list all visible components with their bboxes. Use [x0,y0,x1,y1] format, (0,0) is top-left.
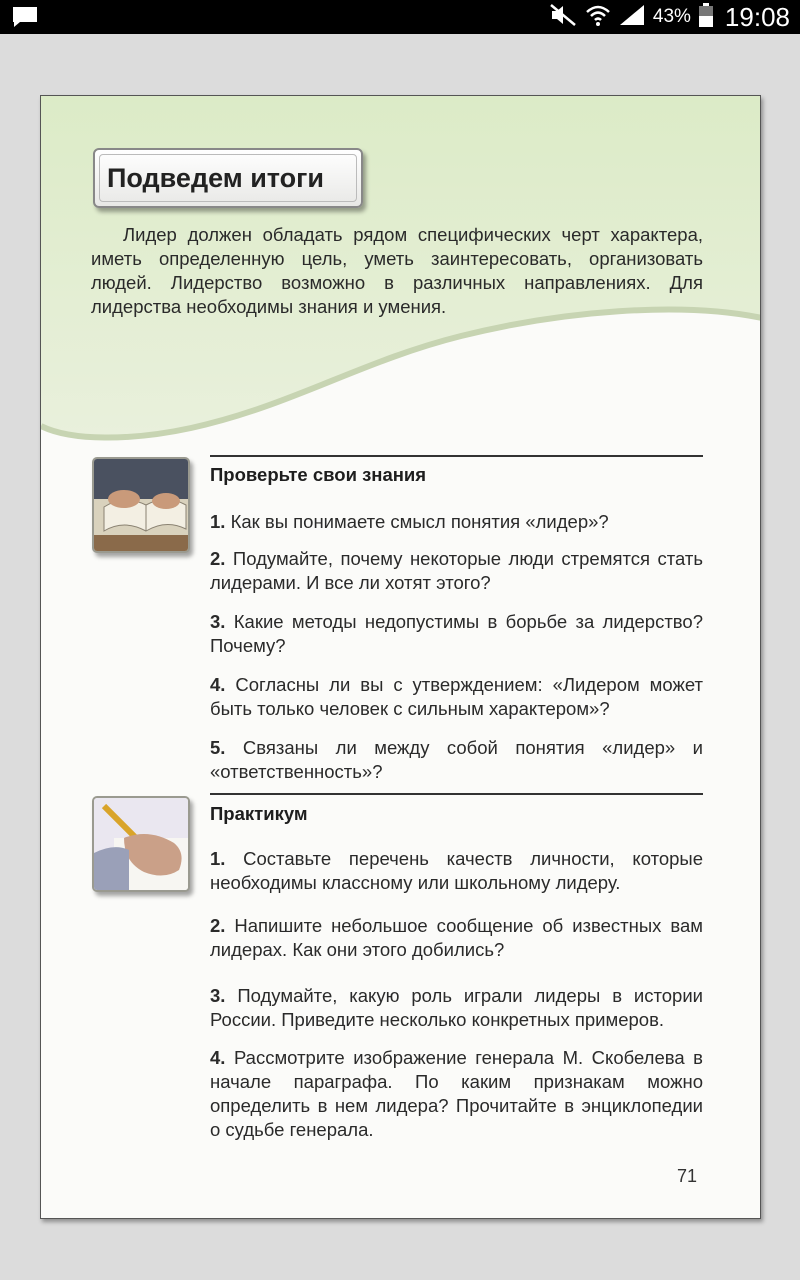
wifi-icon [585,3,611,32]
practicum-item-2: 2. Напишите небольшое сообщение об известных вам лидерах. Как они этого добились? [210,915,703,960]
practicum-item-1: 1. Составьте перечень качеств личности, которые необходимы классному или школьному лидеру. [210,848,704,893]
practicum-item-4: 4. Рассмотрите изображение генерала М. Скобелева в начале параграфа. По каким признакам можно определить в нем лидера? Прочитайте в энциклопедии о судьбе генерала. [210,1047,703,1140]
message-icon[interactable] [12,6,38,33]
book-page [40,95,761,1219]
reading-book-illustration [92,457,190,553]
summary-text: Лидер должен обладать рядом специфических черт характера, иметь определенную цель, уметь заинтересовать, организовать людей. Лидерство возможно в различных направлениях. Для лидерства необходимы знания и умения. [91,224,703,317]
battery-percent: 43% [652,6,691,27]
status-bar [0,0,800,34]
question-item-5: 5. Связаны ли между собой понятия «лидер» и «ответственность»? [210,737,704,782]
section-divider [210,793,703,795]
question-item-4: 4. Согласны ли вы с утверждением: «Лидером может быть только человек с сильным характером»? [210,674,703,719]
mute-icon [549,3,577,32]
question-item-3: 3. Какие методы недопустимы в борьбе за лидерство? Почему? [210,611,703,656]
section-divider [210,455,703,457]
question-item-2: 2. Подумайте, почему некоторые люди стремятся стать лидерами. И все ли хотят этого? [210,548,703,593]
question-item-1: 1. Как вы понимаете смысл понятия «лидер»? [210,511,609,532]
practicum-item-3: 3. Подумайте, какую роль играли лидеры в истории России. Приведите несколько конкретных примеров. [210,985,703,1030]
page-number: 71 [677,1166,698,1186]
writing-hand-illustration [92,796,190,892]
clock: 19:08 [724,1,790,32]
practicum-title: Практикум [210,803,308,824]
check-knowledge-title: Проверьте свои знания [210,464,427,485]
section-heading: Подведем итоги [107,162,325,193]
section-heading-box [93,148,363,208]
battery-icon [699,3,713,32]
signal-icon [619,4,645,31]
